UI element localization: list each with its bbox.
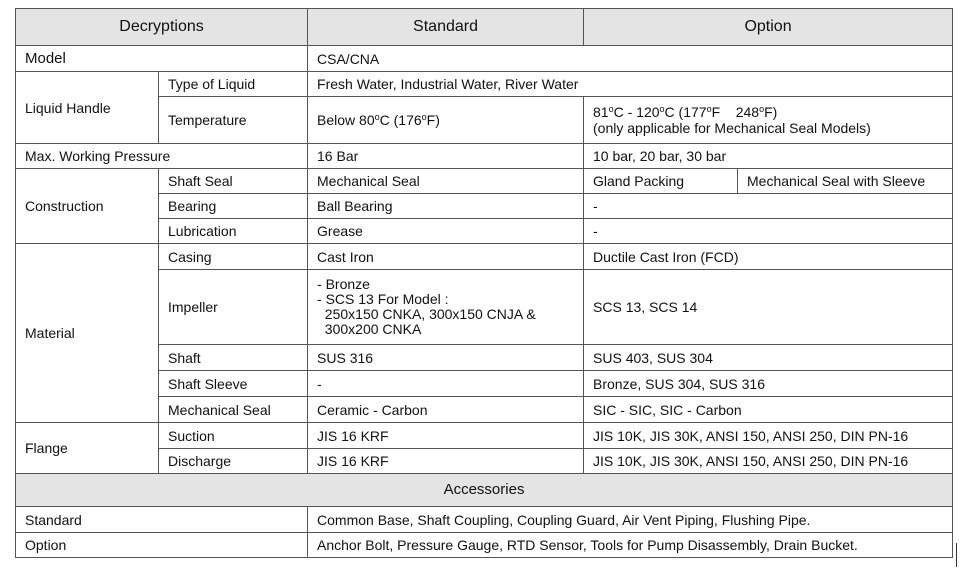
flange-label: Flange: [16, 423, 159, 474]
shaft-label: Shaft: [159, 345, 308, 371]
accessories-title: Accessories: [16, 474, 953, 507]
bearing-standard: Ball Bearing: [308, 194, 584, 219]
liquid-handle-label: Liquid Handle: [16, 72, 159, 144]
row-accessories-option: [16, 533, 953, 558]
bearing-label: Bearing: [159, 194, 308, 219]
header-row: [16, 9, 953, 46]
casing-standard: Cast Iron: [308, 244, 584, 270]
row-accessories-title: [16, 474, 953, 507]
shaft-seal-option-b: Mechanical Seal with Sleeve: [738, 169, 953, 194]
row-shaft-seal: [16, 169, 953, 194]
material-label: Material: [16, 244, 159, 423]
lubrication-label: Lubrication: [159, 219, 308, 244]
row-type-of-liquid: [16, 72, 953, 97]
row-suction: [16, 423, 953, 449]
casing-option: Ductile Cast Iron (FCD): [584, 244, 953, 270]
shaft-seal-option-a: Gland Packing: [584, 169, 738, 194]
accessories-option-label: Option: [16, 533, 308, 558]
temperature-label: Temperature: [159, 97, 308, 144]
lubrication-option: -: [584, 219, 953, 244]
discharge-standard: JIS 16 KRF: [308, 449, 584, 474]
mechanical-seal-label: Mechanical Seal: [159, 397, 308, 423]
shaft-sleeve-standard: -: [308, 371, 584, 397]
row-casing: [16, 244, 953, 270]
temperature-option: 81$^o$C - 120$^o$C (177$^o$F 248$^o$F) (only applicable for Mechanical Seal Models): [584, 97, 953, 144]
header-standard: Standard: [308, 9, 584, 46]
impeller-label: Impeller: [159, 270, 308, 345]
pressure-option: 10 bar, 20 bar, 30 bar: [584, 144, 953, 169]
impeller-option: SCS 13, SCS 14: [584, 270, 953, 345]
impeller-standard: - Bronze - SCS 13 For Model : 250x150 CNKA, 300x150 CNJA & 300x200 CNKA: [308, 270, 584, 345]
shaft-seal-label: Shaft Seal: [159, 169, 308, 194]
accessories-option-value: Anchor Bolt, Pressure Gauge, RTD Sensor, Tools for Pump Disassembly, Drain Bucket.: [308, 533, 953, 558]
pressure-standard: 16 Bar: [308, 144, 584, 169]
type-of-liquid-value: Fresh Water, Industrial Water, River Water: [308, 72, 953, 97]
header-descriptions: Decryptions: [16, 9, 308, 46]
row-pressure: [16, 144, 953, 169]
spec-table: [15, 8, 953, 558]
header-option: Option: [584, 9, 953, 46]
lubrication-standard: Grease: [308, 219, 584, 244]
shaft-sleeve-option: Bronze, SUS 304, SUS 316: [584, 371, 953, 397]
row-accessories-standard: [16, 507, 953, 533]
model-label: Model: [16, 46, 308, 72]
accessories-standard-value: Common Base, Shaft Coupling, Coupling Guard, Air Vent Piping, Flushing Pipe.: [308, 507, 953, 533]
type-of-liquid-label: Type of Liquid: [159, 72, 308, 97]
shaft-seal-standard: Mechanical Seal: [308, 169, 584, 194]
pressure-label: Max. Working Pressure: [16, 144, 308, 169]
shaft-standard: SUS 316: [308, 345, 584, 371]
temperature-standard: Below 80$^o$C (176$^o$F): [308, 97, 584, 144]
discharge-option: JIS 10K, JIS 30K, ANSI 150, ANSI 250, DIN PN-16: [584, 449, 953, 474]
construction-label: Construction: [16, 169, 159, 244]
bearing-option: -: [584, 194, 953, 219]
casing-label: Casing: [159, 244, 308, 270]
shaft-option: SUS 403, SUS 304: [584, 345, 953, 371]
mechanical-seal-standard: Ceramic - Carbon: [308, 397, 584, 423]
row-model: [16, 46, 953, 72]
model-value: CSA/CNA: [308, 46, 953, 72]
mechanical-seal-option: SIC - SIC, SIC - Carbon: [584, 397, 953, 423]
page-edge-divider: [956, 543, 957, 567]
suction-label: Suction: [159, 423, 308, 449]
suction-option: JIS 10K, JIS 30K, ANSI 150, ANSI 250, DIN PN-16: [584, 423, 953, 449]
suction-standard: JIS 16 KRF: [308, 423, 584, 449]
accessories-standard-label: Standard: [16, 507, 308, 533]
shaft-sleeve-label: Shaft Sleeve: [159, 371, 308, 397]
discharge-label: Discharge: [159, 449, 308, 474]
